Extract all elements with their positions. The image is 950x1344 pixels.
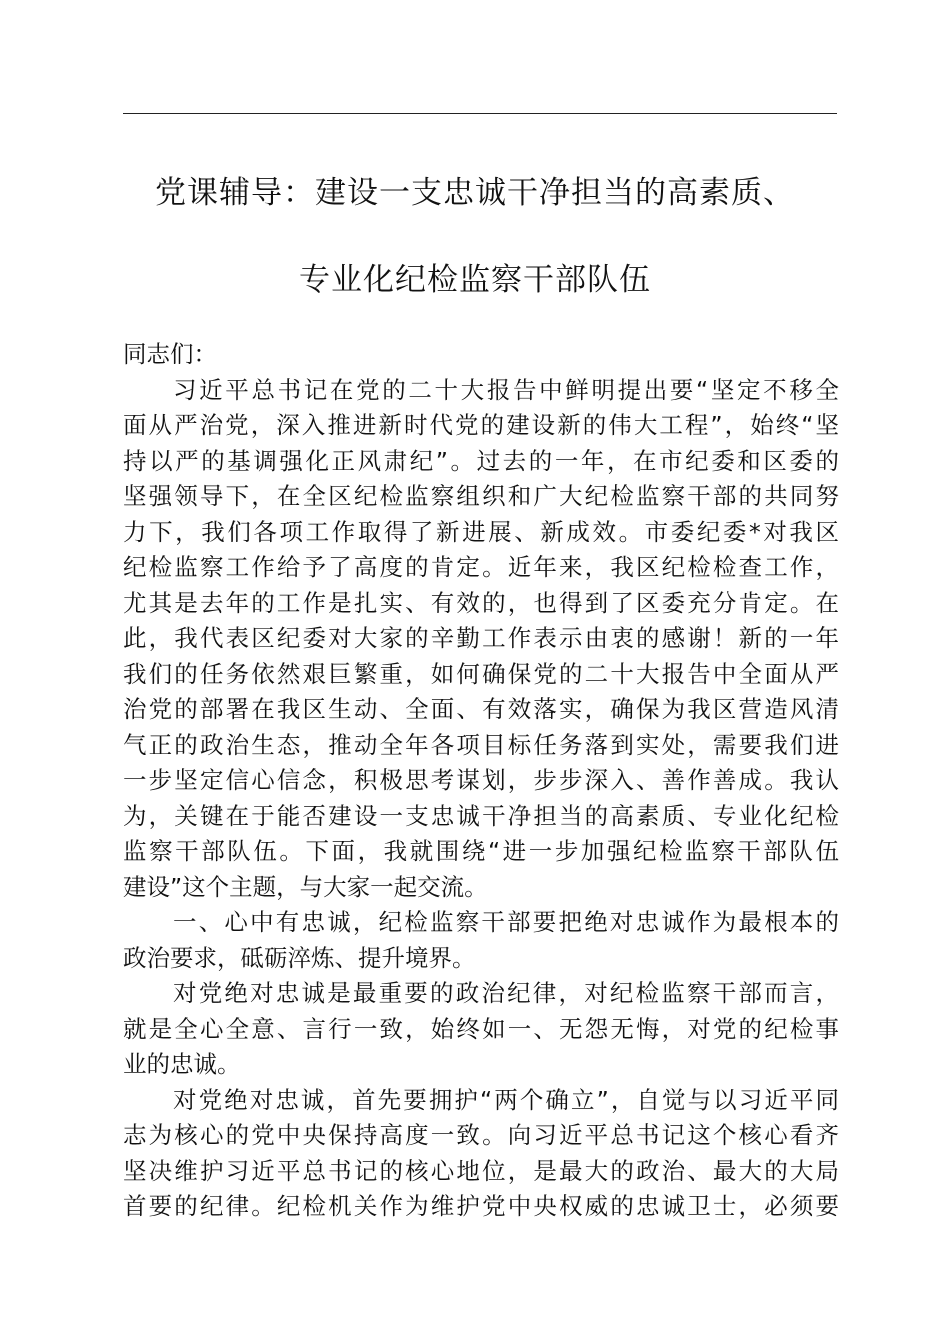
text-line: 坚强领导下，在全区纪检监察组织和广大纪检监察干部的共同努 — [123, 482, 839, 510]
text-line: 治党的部署在我区生动、全面、有效落实，确保为我区营造风清 — [123, 695, 839, 723]
text-line: 持以严的基调强化正风肃纪”。过去的一年，在市纪委和区委的 — [123, 446, 839, 475]
section-heading-line: 政治要求，砥砺淬炼、提升境界。 — [123, 943, 476, 972]
text-line: 我们的任务依然艰巨繁重，如何确保党的二十大报告中全面从严 — [123, 659, 839, 688]
text-line: 纪检监察工作给予了高度的肯定。近年来，我区纪检检查工作， — [123, 553, 839, 581]
text-line: 习近平总书记在党的二十大报告中鲜明提出要“坚定不移全 — [173, 375, 839, 404]
text-line: 气正的政治生态，推动全年各项目标任务落到实处，需要我们进 — [123, 730, 839, 759]
text-line: 对党绝对忠诚，首先要拥护“两个确立”，自觉与以习近平同 — [173, 1085, 839, 1114]
title-line-2: 专业化纪检监察干部队伍 — [299, 262, 651, 298]
section-heading-line: 一、心中有忠诚，纪检监察干部要把绝对忠诚作为最根本的 — [173, 908, 839, 936]
text-line: 对党绝对忠诚是最重要的政治纪律，对纪检监察干部而言， — [173, 979, 839, 1007]
salutation: 同志们： — [123, 340, 217, 368]
text-line: 力下，我们各项工作取得了新进展、新成效。市委纪委*对我区 — [123, 517, 839, 546]
text-line: 就是全心全意、言行一致，始终如一、无怨无悔，对党的纪检事 — [123, 1014, 839, 1043]
title-line-1: 党课辅导：建设一支忠诚干净担当的高素质、 — [155, 175, 795, 211]
text-line: 面从严治党，深入推进新时代党的建设新的伟大工程”，始终“坚 — [123, 411, 839, 439]
header-rule — [123, 113, 837, 114]
text-line: 首要的纪律。纪检机关作为维护党中央权威的忠诚卫士，必须要 — [123, 1192, 839, 1220]
text-line: 业的忠诚。 — [123, 1050, 241, 1078]
text-line: 监察干部队伍。下面，我就围绕“进一步加强纪检监察干部队伍 — [123, 837, 839, 865]
document-title — [0, 172, 950, 302]
text-line: 尤其是去年的工作是扎实、有效的，也得到了区委充分肯定。在 — [123, 588, 839, 617]
document-body — [123, 337, 839, 1225]
text-line: 为，关键在于能否建设一支忠诚干净担当的高素质、专业化纪检 — [123, 801, 839, 830]
text-line: 一步坚定信心信念，积极思考谋划，步步深入、善作善成。我认 — [123, 766, 839, 794]
text-line: 此，我代表区纪委对大家的辛勤工作表示由衷的感谢！新的一年 — [123, 624, 839, 652]
text-line: 坚决维护习近平总书记的核心地位，是最大的政治、最大的大局 — [123, 1156, 839, 1185]
text-line: 建设”这个主题，与大家一起交流。 — [123, 872, 488, 901]
text-line: 志为核心的党中央保持高度一致。向习近平总书记这个核心看齐 — [123, 1121, 839, 1149]
